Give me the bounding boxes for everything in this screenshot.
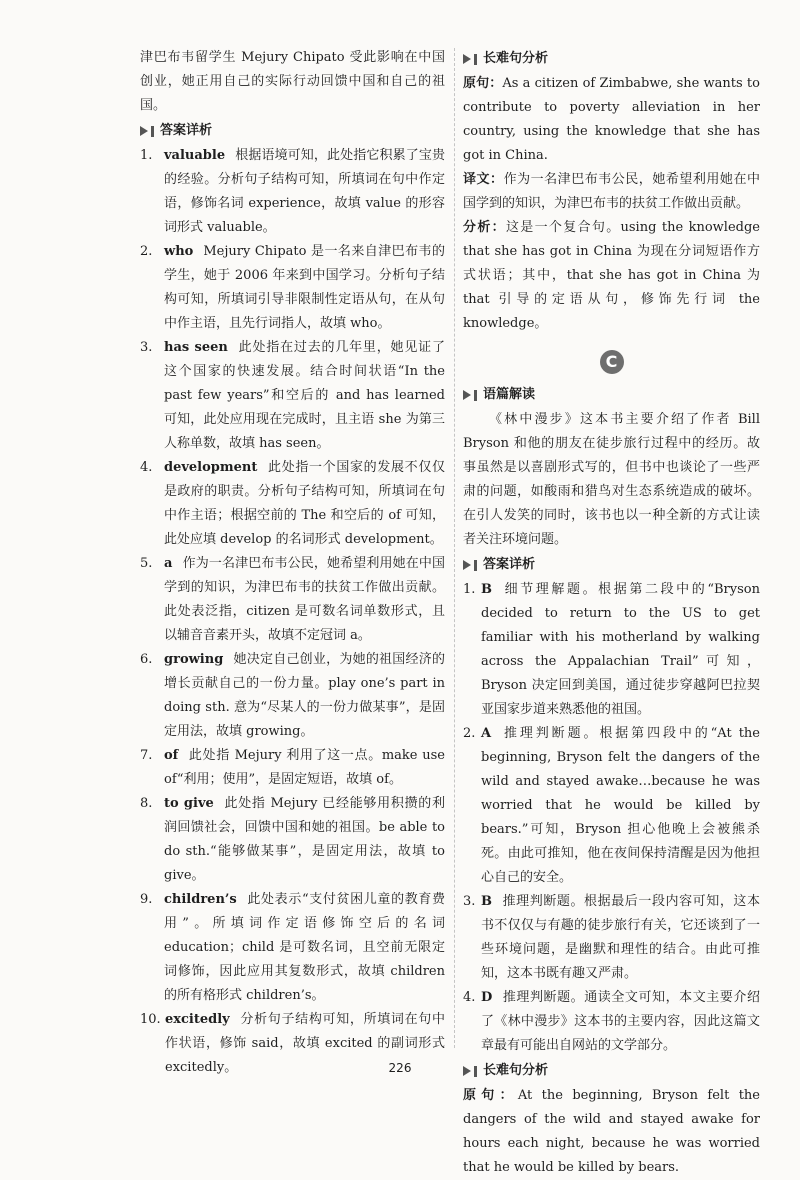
section-title: 长难句分析 bbox=[483, 51, 549, 66]
item-number: 7. bbox=[140, 748, 153, 763]
item-explanation: 推理判断题。通读全文可知，本文主要介绍了《林中漫步》这本书的主要内容，因此这篇文章最有可能出自网站的文学部分。 bbox=[481, 990, 760, 1053]
left-column bbox=[140, 46, 445, 1080]
analysis-section-heading bbox=[463, 48, 760, 70]
item-number: 9. bbox=[140, 892, 153, 907]
section-title: 长难句分析 bbox=[483, 1063, 549, 1078]
right-column bbox=[463, 46, 760, 1180]
item-answer: development bbox=[164, 460, 258, 475]
section-title: 语篇解读 bbox=[483, 387, 536, 402]
answer-item bbox=[463, 890, 760, 986]
answer-item bbox=[140, 336, 445, 456]
item-answer: D bbox=[481, 990, 493, 1005]
answer-item bbox=[140, 552, 445, 648]
answer-item bbox=[140, 240, 445, 336]
answer-item bbox=[140, 744, 445, 792]
item-explanation: 细节理解题。根据第二段中的“Bryson decided to return to the US to get familiar with his motherland by walking across the Appalachian Trail”可知，Bryson 决定回到美国，通过徒步穿越阿巴拉契亚国家步道来熟悉他的祖国。 bbox=[481, 582, 760, 717]
answer-item bbox=[140, 888, 445, 1008]
item-answer: B bbox=[481, 894, 492, 909]
section-arrow-icon bbox=[463, 560, 471, 570]
item-number: 4. bbox=[463, 990, 476, 1005]
item-explanation: 她决定自己创业，为她的祖国经济的增长贡献自己的一份力量。play one’s part in doing sth. 意为“尽某人的一份力做某事”，是固定用法，故填 growing。 bbox=[164, 652, 445, 739]
original-text: As a citizen of Zimbabwe, she wants to contribute to poverty alleviation in her country, using the knowledge that she has got in China. bbox=[463, 76, 760, 163]
answer-item bbox=[140, 792, 445, 888]
item-number: 3. bbox=[463, 894, 476, 909]
item-explanation: 此处指 Mejury 利用了这一点。make use of“利用；使用”，是固定短语，故填 of。 bbox=[164, 748, 445, 787]
reading-section-heading bbox=[463, 384, 760, 406]
item-answer: B bbox=[481, 582, 492, 597]
item-explanation: Mejury Chipato 是一名来自津巴布韦的学生，她于 2006 年来到中国学习。分析句子结构可知，所填词引导非限制性定语从句，在从句中作主语，且先行词指人，故填 who。 bbox=[164, 244, 445, 331]
reading-summary: 《林中漫步》这本书主要介绍了作者 Bill Bryson 和他的朋友在徒步旅行过程中的经历。故事虽然是以喜剧形式写的，但书中也谈论了一些严肃的问题，如酸雨和猎鸟对生态系统造成的破坏。在引人发笑的同时，该书也以一种全新的方式让读者关注环境问题。 bbox=[463, 412, 760, 547]
item-answer: a bbox=[164, 556, 173, 571]
item-answer: A bbox=[481, 726, 492, 741]
item-explanation: 此处表示“支付贫困儿童的教育费用”。所填词作定语修饰空后的名词 education；child 是可数名词，且空前无限定词修饰，因此应用其复数形式，故填 children 的所有格形式 children’s。 bbox=[164, 892, 445, 1003]
item-answer: excitedly bbox=[165, 1012, 230, 1027]
answer-item bbox=[140, 456, 445, 552]
original-text: At the beginning, Bryson felt the dangers of the wild and stayed awake for hours each night, because he was worried that he would be killed by bears. bbox=[463, 1088, 760, 1175]
item-explanation: 此处指 Mejury 已经能够用积攒的利润回馈社会，回馈中国和她的祖国。be able to do sth.“能够做某事”，是固定用法，故填 to give。 bbox=[164, 796, 446, 883]
analysis-label: 分析： bbox=[463, 220, 506, 235]
original-sentence bbox=[463, 1084, 760, 1180]
item-answer: has seen bbox=[164, 340, 228, 355]
passage-badge bbox=[463, 350, 760, 374]
item-explanation: 此处指一个国家的发展不仅仅是政府的职责。分析句子结构可知，所填词在句中作主语；根据空前的 The 和空后的 of 可知，此处应填 develop 的名词形式 development。 bbox=[164, 460, 445, 547]
answer-item bbox=[463, 986, 760, 1058]
passage-letter-icon: C bbox=[600, 350, 624, 374]
original-label: 原句： bbox=[463, 1088, 518, 1103]
item-number: 2. bbox=[463, 726, 476, 741]
translation-label: 译文： bbox=[463, 172, 504, 187]
page-number: 226 bbox=[388, 1061, 412, 1075]
section-bar-icon bbox=[474, 390, 477, 401]
item-number: 4. bbox=[140, 460, 153, 475]
item-number: 8. bbox=[140, 796, 153, 811]
analysis-text: 这是一个复合句。using the knowledge that she has got in China 为现在分词短语作方式状语；其中，that she has got in China 为 that 引导的定语从句，修饰先行词 the knowledge。 bbox=[463, 220, 760, 331]
item-answer: to give bbox=[164, 796, 214, 811]
answer-item bbox=[463, 722, 760, 890]
section-arrow-icon bbox=[463, 54, 471, 64]
item-answer: children’s bbox=[164, 892, 237, 907]
item-number: 6. bbox=[140, 652, 153, 667]
item-answer: valuable bbox=[164, 148, 226, 163]
section-arrow-icon bbox=[463, 390, 471, 400]
item-explanation: 分析句子结构可知，所填词在句中作状语，修饰 said，故填 excited 的副词形式 excitedly。 bbox=[165, 1012, 445, 1075]
item-explanation: 作为一名津巴布韦公民，她希望利用她在中国学到的知识，为津巴布韦的扶贫工作做出贡献。此处表泛指，citizen 是可数名词单数形式，且以辅音音素开头，故填不定冠词 a。 bbox=[164, 556, 445, 643]
original-sentence bbox=[463, 72, 760, 168]
original-label: 原句： bbox=[463, 76, 503, 91]
item-number: 10. bbox=[140, 1012, 161, 1027]
answer-section-heading bbox=[140, 120, 445, 142]
item-number: 1. bbox=[463, 582, 476, 597]
item-explanation: 此处指在过去的几年里，她见证了这个国家的快速发展。结合时间状语“In the past few years”和空后的 and has learned 可知，此处应用现在完成时，且主语 she 为第三人称单数，故填 has seen。 bbox=[164, 340, 445, 451]
answer-item bbox=[140, 144, 445, 240]
translation-text: 作为一名津巴布韦公民，她希望利用她在中国学到的知识，为津巴布韦的扶贫工作做出贡献。 bbox=[463, 172, 760, 211]
section-bar-icon bbox=[474, 54, 477, 65]
item-number: 3. bbox=[140, 340, 153, 355]
item-answer: growing bbox=[164, 652, 224, 667]
section-bar-icon bbox=[474, 560, 477, 571]
item-explanation: 推理判断题。根据最后一段内容可知，这本书不仅仅与有趣的徒步旅行有关，它还谈到了一些环境问题，是幽默和理性的结合。由此可推知，这本书既有趣又严肃。 bbox=[481, 894, 760, 981]
section-bar-icon bbox=[151, 126, 154, 137]
intro-paragraph: 津巴布韦留学生 Mejury Chipato 受此影响在中国创业，她正用自己的实际行动回馈中国和自己的祖国。 bbox=[140, 50, 445, 113]
translation bbox=[463, 168, 760, 216]
item-explanation: 根据语境可知，此处指它积累了宝贵的经验。分析句子结构可知，所填词在句中作定语，修饰名词 experience，故填 value 的形容词形式 valuable。 bbox=[164, 148, 445, 235]
section-arrow-icon bbox=[140, 126, 148, 136]
item-explanation: 推理判断题。根据第四段中的“At the beginning, Bryson felt the dangers of the wild and stayed awake…because he was worried that he would be killed by bears.”可知，Bryson 担心他晚上会被熊杀死。由此可推知，他在夜间保持清醒是因为他担心自己的安全。 bbox=[481, 726, 760, 885]
item-number: 5. bbox=[140, 556, 153, 571]
item-answer: who bbox=[164, 244, 194, 259]
section-title: 答案详析 bbox=[483, 557, 536, 572]
item-number: 2. bbox=[140, 244, 153, 259]
answer-item bbox=[140, 648, 445, 744]
column-divider bbox=[454, 48, 455, 1048]
item-number: 1. bbox=[140, 148, 153, 163]
answer-item bbox=[463, 578, 760, 722]
item-answer: of bbox=[164, 748, 179, 763]
answer-section-heading bbox=[463, 554, 760, 576]
section-title: 答案详析 bbox=[160, 123, 213, 138]
analysis bbox=[463, 216, 760, 336]
